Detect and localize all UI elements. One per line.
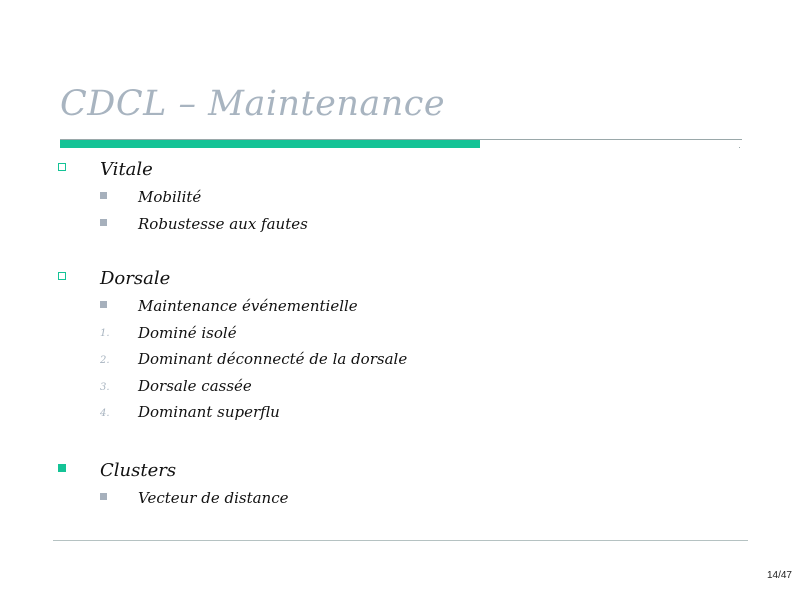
section-vitale-bullet	[58, 163, 66, 171]
bullet-square	[100, 301, 107, 308]
title-rule-end	[739, 147, 740, 148]
section-clusters-bullet	[58, 464, 66, 472]
section-vitale-label: Vitale	[100, 159, 153, 180]
list-item-mobilite: Mobilité	[138, 188, 202, 206]
section-dorsale-bullet	[58, 272, 66, 280]
list-item-domine-isole: Dominé isolé	[138, 324, 237, 342]
page-number: 14/47	[766, 570, 792, 581]
section-dorsale-label: Dorsale	[100, 268, 171, 289]
list-item-maintenance-evenementielle: Maintenance événementielle	[138, 297, 358, 315]
slide-title: CDCL – Maintenance	[60, 84, 446, 124]
bullet-square	[100, 219, 107, 226]
list-number: 3.	[100, 382, 110, 393]
title-accent-bar	[60, 140, 480, 148]
section-clusters-label: Clusters	[100, 460, 177, 481]
list-number: 4.	[100, 408, 110, 419]
list-item-dominant-deconnecte: Dominant déconnecté de la dorsale	[138, 350, 408, 368]
list-item-dorsale-cassee: Dorsale cassée	[138, 377, 252, 395]
bullet-square	[100, 493, 107, 500]
list-number: 1.	[100, 328, 110, 339]
footer-rule	[53, 540, 748, 541]
list-item-robustesse: Robustesse aux fautes	[138, 215, 308, 233]
list-number: 2.	[100, 355, 110, 366]
bullet-square	[100, 192, 107, 199]
list-item-vecteur-distance: Vecteur de distance	[138, 489, 289, 507]
list-item-dominant-superflu: Dominant superflu	[138, 403, 280, 421]
